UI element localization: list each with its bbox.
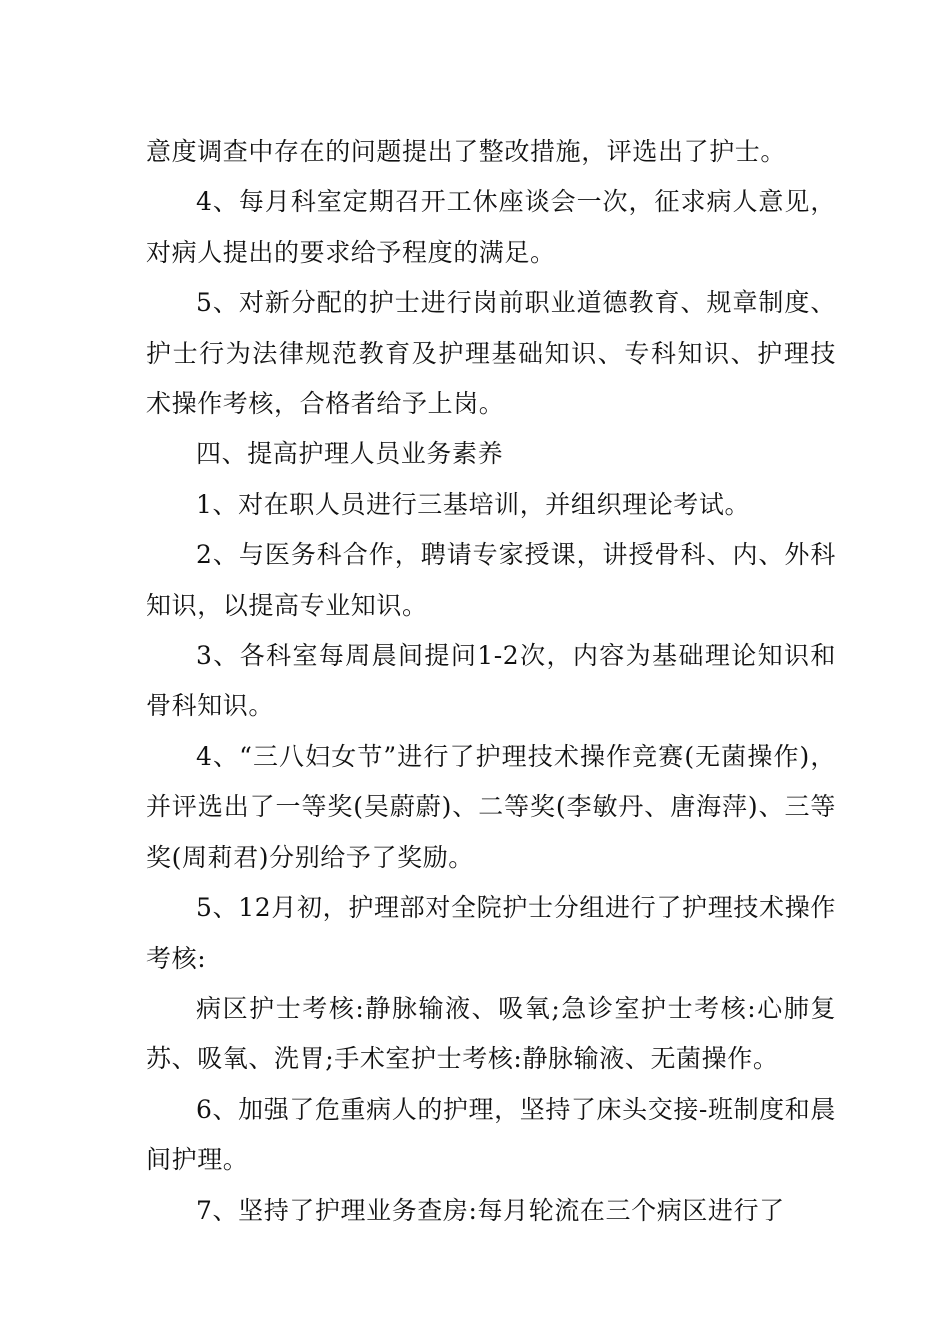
paragraph-5: 1、对在职人员进行三基培训，并组织理论考试。 bbox=[196, 489, 751, 519]
paragraph-2: 4、每月科室定期召开工休座谈会一次，征求病人意见，对病人提出的要求给予程度的满足。 bbox=[146, 187, 836, 267]
paragraph-12: 7、坚持了护理业务查房:每月轮流在三个病区进行了 bbox=[196, 1195, 785, 1225]
paragraph-3: 5、对新分配的护士进行岗前职业道德教育、规章制度、护士行为法律规范教育及护理基础知识、专科知识、护理技术操作考核，合格者给予上岗。 bbox=[146, 288, 836, 419]
paragraph-9: 5、12月初，护理部对全院护士分组进行了护理技术操作考核: bbox=[146, 893, 836, 973]
paragraph-11: 6、加强了危重病人的护理，坚持了床头交接-班制度和晨间护理。 bbox=[146, 1094, 836, 1175]
paragraph-10: 病区护士考核:静脉输液、吸氧;急诊室护士考核:心肺复苏、吸氧、洗胃;手术室护士考核:静脉输液、无菌操作。 bbox=[146, 993, 836, 1074]
paragraph-7: 3、各科室每周晨间提问1-2次，内容为基础理论知识和骨科知识。 bbox=[146, 641, 836, 721]
section-heading-4: 四、提高护理人员业务素养 bbox=[196, 439, 504, 469]
paragraph-1: 意度调查中存在的问题提出了整改措施，评选出了护士。 bbox=[146, 137, 787, 166]
paragraph-8: 4、“三八妇女节”进行了护理技术操作竞赛(无菌操作)，并评选出了一等奖(吴蔚蔚)、二等奖(李敏丹、唐海萍)、三等奖(周莉君)分别给予了奖励。 bbox=[146, 741, 836, 872]
document-body bbox=[146, 127, 836, 1236]
paragraph-6: 2、与医务科合作，聘请专家授课，讲授骨科、内、外科知识，以提高专业知识。 bbox=[146, 540, 836, 620]
